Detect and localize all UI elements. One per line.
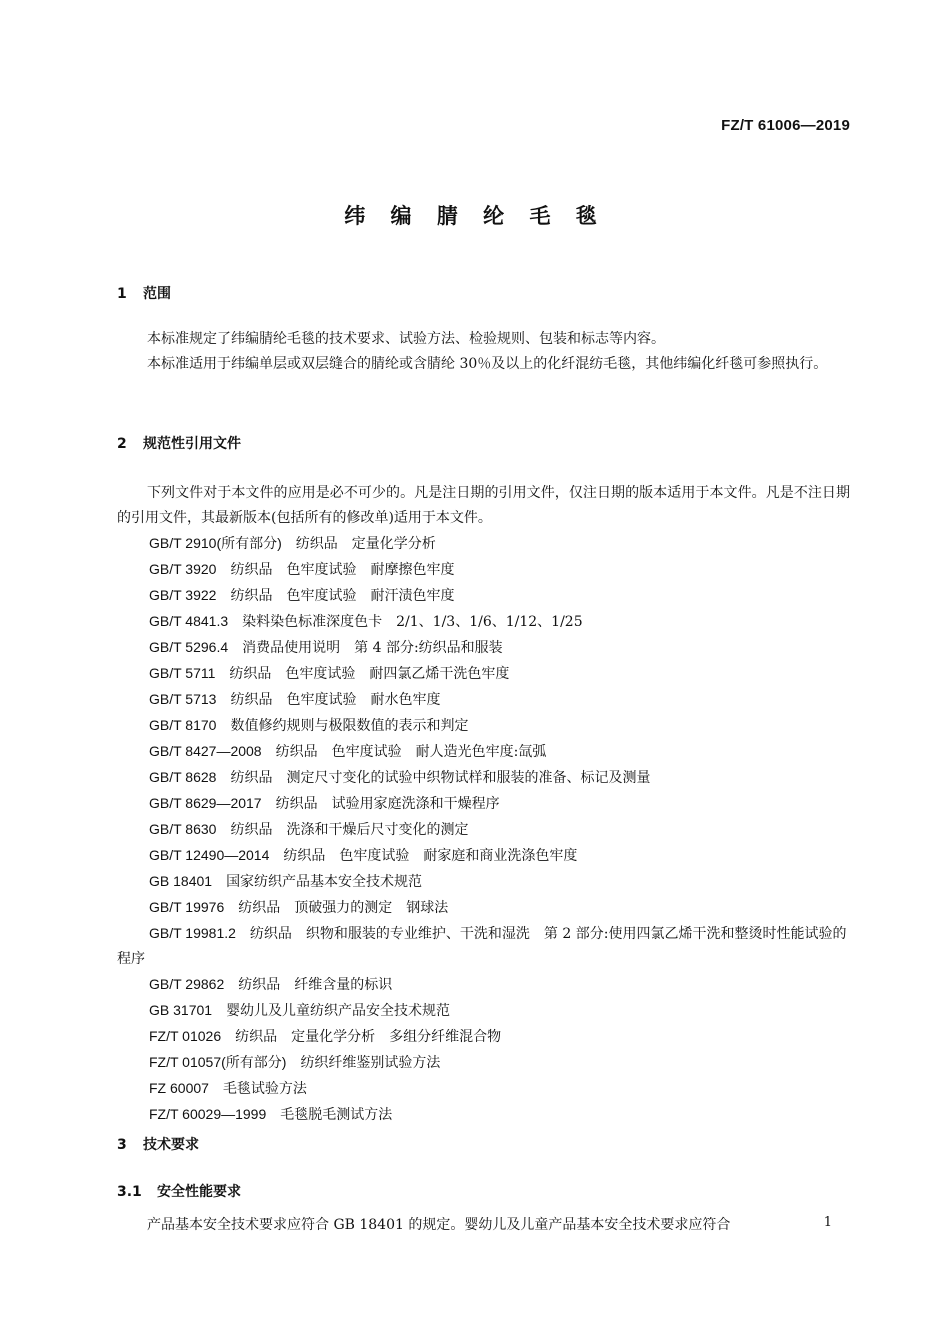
reference-item [117,869,850,895]
reference-item [117,583,850,609]
reference-item [117,739,850,765]
reference-title: 纺织品 织物和服装的专业维护、干洗和湿洗 第 2 部分:使用四氯乙烯干洗和整烫时性能试验的程序 [117,926,847,967]
reference-code: FZ/T 01026 [149,1028,222,1044]
reference-item [117,1024,850,1050]
reference-code: FZ/T 01057(所有部分) [149,1054,287,1070]
reference-code: GB/T 5296.4 [149,639,229,655]
reference-title: 纺织品 顶破强力的测定 钢球法 [238,900,449,916]
section-3-1-heading [117,1181,241,1201]
reference-code: GB/T 12490—2014 [149,847,270,863]
reference-item [117,1102,850,1128]
reference-code: GB 31701 [149,1002,213,1018]
reference-code: FZ 60007 [149,1080,209,1096]
reference-item [117,817,850,843]
reference-code: FZ/T 60029—1999 [149,1106,267,1122]
reference-title: 消费品使用说明 第 4 部分:纺织品和服装 [242,640,503,656]
reference-code: GB 18401 [149,873,213,889]
reference-item [117,661,850,687]
reference-item [117,998,850,1024]
section-1-paragraph-1: 本标准规定了纬编腈纶毛毯的技术要求、试验方法、检验规则、包装和标志等内容。 [147,331,665,347]
reference-title: 纺织品 纤维含量的标识 [238,977,393,993]
section-number: 1 [117,286,127,302]
reference-title: 国家纺织产品基本安全技术规范 [226,874,423,890]
reference-code: GB/T 5711 [149,665,216,681]
section-1-paragraph-2: 本标准适用于纬编单层或双层缝合的腈纶或含腈纶 30％及以上的化纤混纺毛毯，其他纬编化纤毯可参照执行。 [147,356,828,372]
reference-item [117,843,850,869]
reference-code: GB/T 29862 [149,976,225,992]
reference-item [117,531,850,557]
subsection-number: 3.1 [117,1184,142,1200]
reference-title: 纺织品 洗涤和干燥后尺寸变化的测定 [230,822,469,838]
reference-code: GB/T 8630 [149,821,217,837]
section-title: 范围 [143,286,171,302]
section-title: 规范性引用文件 [143,436,241,452]
reference-item [117,687,850,713]
reference-title: 纺织纤维鉴别试验方法 [300,1055,441,1071]
reference-title: 纺织品 色牢度试验 耐人造光色牢度:氙弧 [275,744,547,760]
reference-item [117,1076,850,1102]
reference-item [117,895,850,921]
reference-title: 纺织品 色牢度试验 耐水色牢度 [230,692,441,708]
reference-item [117,557,850,583]
reference-item [117,635,850,661]
section-2-heading [117,433,241,453]
reference-code: GB/T 8628 [149,769,217,785]
reference-title: 纺织品 色牢度试验 耐四氯乙烯干洗色牢度 [229,666,510,682]
reference-title: 纺织品 定量化学分析 多组分纤维混合物 [235,1029,502,1045]
reference-title: 纺织品 测定尺寸变化的试验中织物试样和服装的准备、标记及测量 [230,770,651,786]
document-title: 纬 编 腈 纶 毛 毯 [344,204,606,228]
reference-code: GB/T 4841.3 [149,613,229,629]
reference-item [117,921,850,972]
reference-item [117,972,850,998]
section-3-1-text: 产品基本安全技术要求应符合 GB 18401 的规定。婴幼儿及儿童产品基本安全技术要求应符合 [147,1217,731,1233]
reference-item [117,713,850,739]
reference-title: 纺织品 色牢度试验 耐摩擦色牢度 [230,562,455,578]
reference-title: 纺织品 试验用家庭洗涤和干燥程序 [275,796,500,812]
reference-code: GB/T 19981.2 [149,925,236,941]
subsection-title: 安全性能要求 [157,1184,241,1200]
reference-code: GB/T 5713 [149,691,217,707]
reference-code: GB/T 8427—2008 [149,743,262,759]
reference-code: GB/T 3920 [149,561,217,577]
normative-references-list [117,531,850,1128]
reference-item [117,765,850,791]
reference-title: 纺织品 色牢度试验 耐汗渍色牢度 [230,588,455,604]
reference-code: GB/T 2910(所有部分) [149,535,282,551]
reference-code: GB/T 8170 [149,717,217,733]
section-3-heading [117,1134,199,1154]
reference-title: 毛毯脱毛测试方法 [280,1107,393,1123]
standard-code: FZ/T 61006—2019 [721,117,850,134]
section-1-heading [117,283,171,303]
reference-code: GB/T 19976 [149,899,225,915]
reference-title: 毛毯试验方法 [222,1081,307,1097]
reference-title: 婴幼儿及儿童纺织产品安全技术规范 [226,1003,451,1019]
section-number: 3 [117,1137,127,1153]
section-2-intro: 下列文件对于本文件的应用是必不可少的。凡是注日期的引用文件，仅注日期的版本适用于本文件。凡是不注日期的引用文件，其最新版本(包括所有的修改单)适用于本文件。 [117,485,850,526]
reference-code: GB/T 8629—2017 [149,795,262,811]
section-number: 2 [117,436,127,452]
reference-title: 纺织品 定量化学分析 [295,536,436,552]
reference-item [117,1050,850,1076]
reference-code: GB/T 3922 [149,587,217,603]
section-title: 技术要求 [143,1137,199,1153]
reference-title: 纺织品 色牢度试验 耐家庭和商业洗涤色牢度 [283,848,578,864]
reference-item [117,609,850,635]
reference-item [117,791,850,817]
reference-title: 数值修约规则与极限数值的表示和判定 [230,718,469,734]
page-number: 1 [823,1215,832,1230]
reference-title: 染料染色标准深度色卡 2/1、1/3、1/6、1/12、1/25 [242,614,583,630]
